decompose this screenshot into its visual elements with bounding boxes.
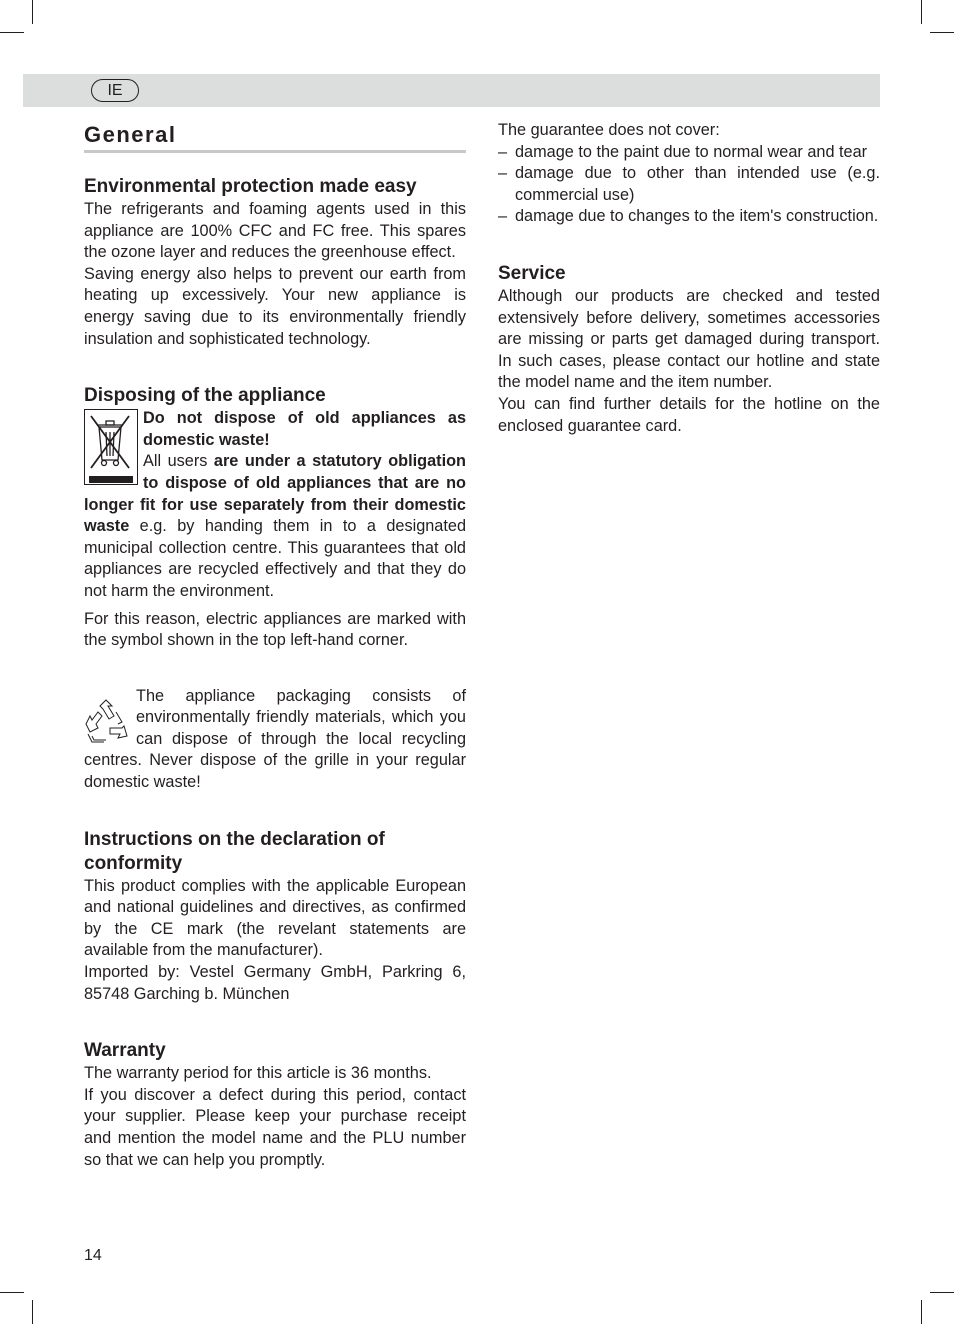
disposal-text-rest: e.g. by handing them in to a designated municipal collection centre. This guarantees that old appliances are recycled effectively and that they do not harm the environment.	[84, 517, 466, 600]
packaging-text: The appliance packaging consists of environmentally friendly materials, which you can dispose of through the local recycling centres. Never dispose of the grille in your regular domestic waste!	[84, 686, 466, 792]
disposal-heading: Disposing of the appliance	[84, 385, 326, 407]
recycle-icon	[84, 698, 130, 746]
page-number: 14	[84, 1247, 102, 1264]
list-item: – damage to the paint due to normal wear and tear	[498, 142, 880, 164]
conformity-paragraph-2: Imported by: Vestel Germany GmbH, Parkring 6, 85748 Garching b. München	[84, 963, 466, 1003]
language-bar	[23, 74, 880, 107]
list-item: – damage due to changes to the item's construction.	[498, 206, 880, 228]
crop-mark	[930, 1292, 954, 1293]
conformity-heading: Instructions on the declaration of conformity	[84, 828, 385, 874]
guarantee-intro: The guarantee does not cover:	[498, 121, 720, 139]
crop-mark	[930, 32, 954, 33]
crop-mark	[921, 0, 922, 24]
guarantee-exclusions-list	[498, 142, 880, 228]
list-item: – damage due to other than intended use (e.g. commercial use)	[498, 163, 880, 206]
disposal-warning: Do not dispose of old appliances as domestic waste!	[143, 409, 466, 449]
right-column	[498, 120, 880, 437]
crop-mark	[921, 1300, 922, 1324]
weee-crossed-bin-icon	[84, 409, 138, 485]
environment-paragraph-1: The refrigerants and foaming agents used in this appliance are 100% CFC and FC free. This spares the ozone layer and reduces the greenhouse effect.	[84, 200, 466, 262]
disposal-text-bold: are under a statutory obligation to dispose of old appliances that are no longer fit for use separately from their domestic waste	[84, 452, 466, 536]
crop-mark	[32, 0, 33, 24]
crop-mark	[0, 32, 24, 33]
disposal-text-intro: All users	[143, 452, 214, 471]
disposal-block	[84, 408, 466, 602]
service-paragraph-1: Although our products are checked and tested extensively before delivery, sometimes accessories are missing or parts get damaged during transport. In such cases, please contact our hotline and state the model name and the item number.	[498, 286, 880, 392]
packaging-block	[84, 686, 466, 794]
language-badge: IE	[91, 79, 139, 102]
warranty-paragraph-2: If you discover a defect during this period, contact your supplier. Please keep your purchase receipt and mention the model name and the PLU number so that we can help you promptly.	[84, 1085, 466, 1169]
environment-heading: Environmental protection made easy	[84, 176, 417, 197]
service-heading: Service	[498, 262, 566, 284]
left-column	[84, 110, 466, 1171]
service-paragraph-2: You can find further details for the hotline on the enclosed guarantee card.	[498, 394, 880, 435]
warranty-paragraph-1: The warranty period for this article is 36 months.	[84, 1064, 432, 1083]
page-title: General	[84, 122, 466, 153]
warranty-heading: Warranty	[84, 1040, 166, 1062]
environment-paragraph-2: Saving energy also helps to prevent our earth from heating up excessively. Your new appliance is energy saving due to its environmentally friendly insulation and sophisticated technology.	[84, 264, 466, 348]
crop-mark	[32, 1300, 33, 1324]
disposal-paragraph-2: For this reason, electric appliances are marked with the symbol shown in the top left-hand corner.	[84, 609, 466, 650]
crop-mark	[0, 1292, 24, 1293]
conformity-paragraph-1: This product complies with the applicable European and national guidelines and directives, as confirmed by the CE mark (the revelant statements are available from the manufacturer).	[84, 876, 466, 960]
